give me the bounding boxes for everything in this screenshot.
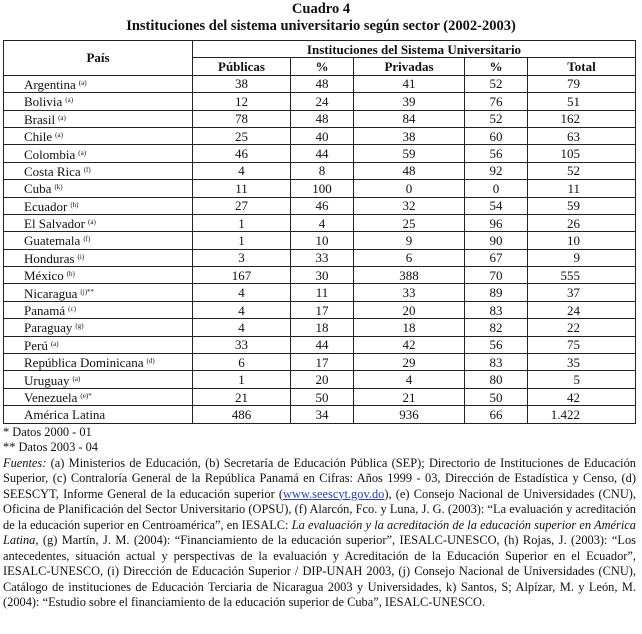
cell-pct-privadas: 56: [465, 336, 528, 353]
cell-pct-publicas: 44: [291, 145, 354, 162]
cell-privadas: 41: [354, 75, 465, 92]
cell-privadas: 38: [354, 127, 465, 144]
table-row: [4, 388, 636, 405]
cell-total: 9: [528, 249, 636, 266]
col-header-publicas: Públicas: [193, 58, 291, 75]
institutions-table: [3, 40, 636, 424]
sources-text-3: , (g) Martín, J. M. (2004): “Financiamiento de la educación superior”, IESALC-UNESCO, (h) Rojas, J. (2003): “Los antecedentes, situación actual y perspectivas de la evaluación y Acreditación de la Educación Superior en el Ecuador”, IESALC-UNESCO, (i) Dirección de Educación Superior / DIP-UNAH 2003, (j) Consejo Nacional de Universidades (CNU), Catálogo de instituciones de Educación Terciaria de Nicaragua 2003 y Universidades, k) Santos, S; Alpízar, M. y León, M. (2004): “Estudio sobre el financiamiento de la educación superior de Cuba”, IESALC-UNESCO.: [3, 533, 636, 610]
table-row: [4, 267, 636, 284]
table-caption: Cuadro 4: [291, 1, 351, 17]
source-note: (b): [66, 270, 75, 279]
source-note: (k): [54, 183, 63, 192]
col-header-pct-privadas: %: [465, 58, 528, 75]
table-row: [4, 145, 636, 162]
cell-total: 35: [528, 354, 636, 371]
cell-total: 10: [528, 232, 636, 249]
country-name: Uruguay: [24, 372, 70, 388]
country-name: Panamá: [24, 303, 66, 319]
cell-publicas: 167: [193, 267, 291, 284]
cell-publicas: 4: [193, 301, 291, 318]
source-note: (a): [72, 374, 81, 383]
note-1: * Datos 2000 - 01: [3, 424, 92, 439]
cell-pct-publicas: 4: [291, 214, 354, 231]
country-name: Venezuela: [24, 390, 78, 405]
cell-privadas: 39: [354, 93, 465, 110]
cell-pct-publicas: 48: [291, 75, 354, 92]
table-row: [4, 319, 636, 336]
sources-label: Fuentes:: [3, 455, 47, 470]
cell-pct-publicas: 20: [291, 371, 354, 388]
cell-pais: [4, 388, 193, 405]
source-note: (a): [55, 131, 63, 140]
cell-privadas: 29: [354, 354, 465, 371]
table-row: [4, 162, 636, 179]
country-name: Colombia: [24, 146, 76, 162]
cell-pct-publicas: 100: [291, 180, 354, 197]
table-row: [4, 180, 636, 197]
cell-pct-privadas: 0: [465, 180, 528, 197]
source-note: (h): [70, 200, 79, 209]
sources: [3, 456, 636, 611]
col-header-total: Total: [528, 58, 636, 75]
col-header-privadas: Privadas: [354, 58, 465, 75]
cell-privadas: 25: [354, 214, 465, 231]
cell-publicas: 27: [193, 197, 291, 214]
cell-pais: [4, 214, 193, 231]
cell-pct-publicas: 10: [291, 232, 354, 249]
cell-privadas: 84: [354, 110, 465, 127]
cell-pct-publicas: 17: [291, 354, 354, 371]
cell-pct-publicas: 30: [291, 267, 354, 284]
cell-publicas: 33: [193, 336, 291, 353]
source-note: (a): [58, 113, 66, 122]
table-row: [4, 214, 636, 231]
note-2: ** Datos 2003 - 04: [3, 440, 98, 455]
cell-total: 5: [528, 371, 636, 388]
cell-pct-privadas: 50: [465, 388, 528, 405]
source-note: (j)**: [80, 287, 95, 296]
cell-pais: [4, 232, 193, 249]
cell-pais: [4, 371, 193, 388]
cell-publicas: 78: [193, 110, 291, 127]
source-note: (g): [75, 322, 84, 331]
cell-pais: [4, 354, 193, 371]
cell-publicas: 11: [193, 180, 291, 197]
country-name: Paraguay: [24, 320, 73, 336]
source-note: (a): [88, 218, 96, 227]
country-name: Ecuador: [24, 198, 68, 214]
table-row: [4, 93, 636, 110]
cell-total: 75: [528, 336, 636, 353]
source-note: (f): [83, 235, 91, 244]
cell-pct-publicas: 50: [291, 388, 354, 405]
table-row: [4, 249, 636, 266]
cell-pct-privadas: 83: [465, 354, 528, 371]
table-row: [4, 336, 636, 353]
cell-privadas: 6: [354, 249, 465, 266]
country-name: Argentina: [24, 76, 76, 92]
cell-pct-privadas: 60: [465, 127, 528, 144]
cell-pct-privadas: 89: [465, 284, 528, 301]
table-title: Instituciones del sistema universitario según sector (2002-2003): [126, 18, 516, 34]
cell-total: 79: [528, 75, 636, 92]
cell-privadas: 388: [354, 267, 465, 284]
cell-publicas: 46: [193, 145, 291, 162]
cell-pct-privadas: 80: [465, 371, 528, 388]
cell-pais: [4, 75, 193, 92]
cell-pct-publicas: 40: [291, 127, 354, 144]
cell-pais: [4, 336, 193, 353]
table-row: [4, 127, 636, 144]
notes: [3, 425, 636, 611]
cell-publicas: 1: [193, 371, 291, 388]
cell-pct-privadas: 56: [465, 145, 528, 162]
cell-pais: [4, 406, 193, 423]
cell-privadas: 9: [354, 232, 465, 249]
cell-total: 162: [528, 110, 636, 127]
cell-pct-privadas: 67: [465, 249, 528, 266]
source-note: (d): [146, 357, 155, 366]
cell-publicas: 486: [193, 406, 291, 423]
cell-privadas: 0: [354, 180, 465, 197]
cell-pais: [4, 110, 193, 127]
country-name: El Salvador: [24, 216, 86, 232]
cell-total: 1.422: [528, 406, 636, 423]
cell-pct-privadas: 96: [465, 214, 528, 231]
country-name: Nicaragua: [24, 285, 78, 301]
country-name: Perú: [24, 337, 48, 353]
cell-total: 105: [528, 145, 636, 162]
cell-privadas: 32: [354, 197, 465, 214]
table-row: [4, 301, 636, 318]
table-row: [4, 110, 636, 127]
cell-pct-privadas: 66: [465, 406, 528, 423]
cell-pct-publicas: 18: [291, 319, 354, 336]
cell-pct-privadas: 83: [465, 301, 528, 318]
source-note: (f): [83, 165, 91, 174]
cell-privadas: 20: [354, 301, 465, 318]
sources-italic: La evaluación y la acreditación de la educación superior en América Latina: [3, 517, 636, 548]
source-note: (a): [50, 339, 59, 348]
cell-pais: [4, 284, 193, 301]
source-note: (a): [65, 96, 74, 105]
cell-pais: [4, 319, 193, 336]
cell-pct-privadas: 52: [465, 110, 528, 127]
cell-total: 24: [528, 301, 636, 318]
cell-privadas: 48: [354, 162, 465, 179]
cell-privadas: 33: [354, 284, 465, 301]
country-name: Cuba: [24, 181, 52, 197]
cell-publicas: 12: [193, 93, 291, 110]
col-header-pct-publicas: %: [291, 58, 354, 75]
country-name: Honduras: [24, 250, 75, 266]
cell-pais: [4, 162, 193, 179]
cell-publicas: 4: [193, 319, 291, 336]
cell-privadas: 21: [354, 388, 465, 405]
cell-total: 51: [528, 93, 636, 110]
cell-publicas: 25: [193, 127, 291, 144]
cell-total: 22: [528, 319, 636, 336]
cell-pais: [4, 301, 193, 318]
country-name: Bolivia: [24, 94, 63, 110]
source-note: (a): [78, 78, 87, 87]
cell-publicas: 6: [193, 354, 291, 371]
sources-link[interactable]: www.seescyt.gov.do: [283, 486, 385, 501]
cell-total: 59: [528, 197, 636, 214]
cell-publicas: 4: [193, 284, 291, 301]
cell-total: 42: [528, 388, 636, 405]
cell-pct-privadas: 76: [465, 93, 528, 110]
table-row: [4, 197, 636, 214]
cell-pct-privadas: 92: [465, 162, 528, 179]
cell-publicas: 38: [193, 75, 291, 92]
cell-pct-publicas: 44: [291, 336, 354, 353]
source-note: (a): [78, 148, 87, 157]
cell-pais: [4, 249, 193, 266]
cell-privadas: 936: [354, 406, 465, 423]
cell-pct-publicas: 8: [291, 162, 354, 179]
source-note: (c): [68, 305, 76, 314]
country-name: América Latina: [24, 406, 106, 422]
table-row: [4, 354, 636, 371]
cell-pct-publicas: 48: [291, 110, 354, 127]
country-name: Brasil: [24, 111, 56, 127]
cell-pct-privadas: 54: [465, 197, 528, 214]
cell-pct-privadas: 52: [465, 75, 528, 92]
cell-pct-publicas: 34: [291, 406, 354, 423]
cell-publicas: 1: [193, 214, 291, 231]
cell-privadas: 4: [354, 371, 465, 388]
cell-total: 11: [528, 180, 636, 197]
table-row: [4, 371, 636, 388]
cell-pct-privadas: 70: [465, 267, 528, 284]
cell-pct-publicas: 46: [291, 197, 354, 214]
cell-pct-publicas: 24: [291, 93, 354, 110]
cell-total: 37: [528, 284, 636, 301]
cell-pais: [4, 93, 193, 110]
cell-total: 63: [528, 127, 636, 144]
cell-total: 26: [528, 214, 636, 231]
cell-pais: [4, 267, 193, 284]
cell-privadas: 59: [354, 145, 465, 162]
col-header-pais: País: [4, 41, 193, 76]
country-name: Guatemala: [24, 233, 81, 249]
table-row: [4, 75, 636, 92]
cell-total: 52: [528, 162, 636, 179]
cell-pct-privadas: 90: [465, 232, 528, 249]
cell-total: 555: [528, 267, 636, 284]
cell-pct-publicas: 17: [291, 301, 354, 318]
cell-pct-privadas: 82: [465, 319, 528, 336]
source-note: (i): [77, 252, 85, 261]
cell-publicas: 21: [193, 388, 291, 405]
cell-pct-publicas: 11: [291, 284, 354, 301]
header-row-1: [4, 41, 636, 58]
cell-pais: [4, 127, 193, 144]
source-note: (e)*: [80, 392, 92, 400]
country-name: Costa Rica: [24, 163, 81, 179]
country-name: México: [24, 268, 64, 284]
cell-publicas: 4: [193, 162, 291, 179]
cell-privadas: 18: [354, 319, 465, 336]
cell-privadas: 42: [354, 336, 465, 353]
table-row: [4, 284, 636, 301]
col-header-group: Instituciones del Sistema Universitario: [193, 41, 636, 58]
cell-pct-publicas: 33: [291, 249, 354, 266]
country-name: Chile: [24, 129, 53, 145]
sources-text-2: ), (e) Consejo Nacional de Universidades (CNU), Oficina de Planificación del Sector Universitario (OPSU), (f) Alarcón, Fco. y Luna, J. G. (2003): “La evaluación y acreditación de la educación superior en Centroamérica”, en IESALC:: [3, 486, 636, 532]
sources-text-1: (a) Ministerios de Educación, (b) Secretaría de Educación Pública (SEP); Directorio de Instituciones de Educación Superior, (c) Contraloría General de la República Panamá en Cifras: Años 1999 - 03, Dirección de Estadística y Censo, (d) SEESCYT, Informe General de la educación superior (: [3, 455, 636, 501]
country-name: República Dominicana: [24, 355, 144, 371]
cell-pais: [4, 145, 193, 162]
table-row: [4, 232, 636, 249]
table-row: [4, 406, 636, 423]
cell-pais: [4, 180, 193, 197]
cell-publicas: 3: [193, 249, 291, 266]
cell-pais: [4, 197, 193, 214]
cell-publicas: 1: [193, 232, 291, 249]
